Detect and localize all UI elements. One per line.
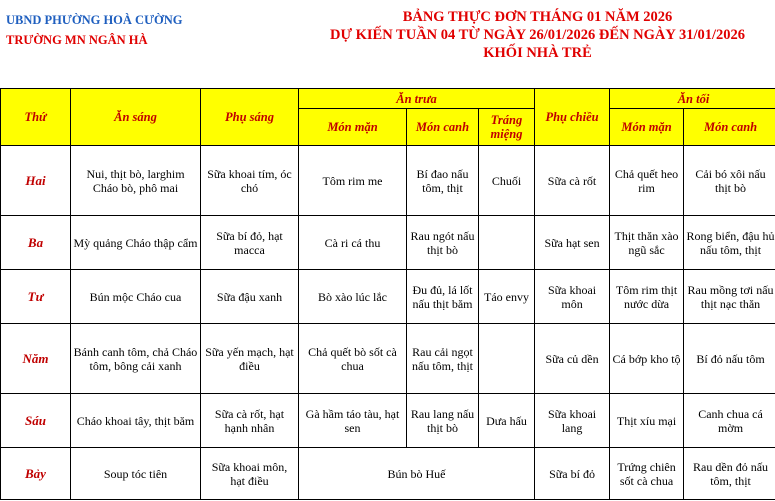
- day-cell: Hai: [1, 146, 71, 216]
- header-breakfast: Ăn sáng: [71, 89, 201, 146]
- breakfast-cell: Soup tóc tiên: [71, 448, 201, 500]
- menu-title: BẢNG THỰC ĐƠN THÁNG 01 NĂM 2026: [402, 9, 673, 25]
- menu-title-block: [300, 8, 775, 62]
- morning-snack-cell: Sữa khoai tím, óc chó: [201, 146, 299, 216]
- lunch-merged-cell: Bún bò Huế: [299, 448, 535, 500]
- morning-snack-cell: Sữa khoai môn, hạt điều: [201, 448, 299, 500]
- lunch-salty-cell: Bò xào lúc lắc: [299, 270, 407, 324]
- dinner-salty-cell: Thịt xíu mại: [610, 394, 684, 448]
- day-cell: Sáu: [1, 394, 71, 448]
- dinner-soup-cell: Bí đỏ nấu tôm: [684, 324, 775, 394]
- dinner-salty-cell: Tôm rim thịt nước dừa: [610, 270, 684, 324]
- menu-group: KHỐI NHÀ TRẺ: [483, 45, 592, 61]
- afternoon-snack-cell: Sữa cà rốt: [535, 146, 610, 216]
- table-row: [1, 448, 775, 500]
- header-lunch-salty: Món mặn: [299, 109, 407, 146]
- dinner-soup-cell: Rong biển, đậu hủ nấu tôm, thịt: [684, 216, 775, 270]
- lunch-dessert-cell: Táo envy: [479, 270, 535, 324]
- header-lunch-dessert: Tráng miệng: [479, 109, 535, 146]
- afternoon-snack-cell: Sữa khoai môn: [535, 270, 610, 324]
- menu-week-range: DỰ KIẾN TUẦN 04 TỪ NGÀY 26/01/2026 ĐẾN NGÀY 31/01/2026: [329, 27, 745, 43]
- lunch-dessert-cell: Dưa hấu: [479, 394, 535, 448]
- lunch-salty-cell: Gà hầm táo tàu, hạt sen: [299, 394, 407, 448]
- header-dinner-soup: Món canh: [684, 109, 775, 146]
- breakfast-cell: Cháo khoai tây, thịt băm: [71, 394, 201, 448]
- breakfast-cell: Bún mộc Cháo cua: [71, 270, 201, 324]
- dinner-soup-cell: Rau mồng tơi nấu thịt nạc thăn: [684, 270, 775, 324]
- header-day: Thứ: [1, 89, 71, 146]
- morning-snack-cell: Sữa bí đỏ, hạt macca: [201, 216, 299, 270]
- lunch-dessert-cell: [479, 324, 535, 394]
- header-lunch-soup: Món canh: [407, 109, 479, 146]
- day-cell: Ba: [1, 216, 71, 270]
- header-morning-snack: Phụ sáng: [201, 89, 299, 146]
- header-afternoon-snack: Phụ chiều: [535, 89, 610, 146]
- header-lunch: Ăn trưa: [299, 89, 535, 109]
- header-dinner: Ăn tối: [610, 89, 775, 109]
- breakfast-cell: Bánh canh tôm, chả Cháo tôm, bông cải xanh: [71, 324, 201, 394]
- table-row: [1, 216, 775, 270]
- school-name: TRƯỜNG MN NGÂN HÀ: [6, 33, 148, 47]
- lunch-soup-cell: Rau lang nấu thịt bò: [407, 394, 479, 448]
- lunch-soup-cell: Rau ngót nấu thịt bò: [407, 216, 479, 270]
- afternoon-snack-cell: Sữa khoai lang: [535, 394, 610, 448]
- morning-snack-cell: Sữa yến mạch, hạt điều: [201, 324, 299, 394]
- dinner-salty-cell: Chả quết heo rim: [610, 146, 684, 216]
- table-row: [1, 394, 775, 448]
- school-header: [6, 10, 236, 50]
- day-cell: Tư: [1, 270, 71, 324]
- table-row: [1, 270, 775, 324]
- dinner-salty-cell: Thịt thăn xào ngũ sắc: [610, 216, 684, 270]
- lunch-salty-cell: Tôm rim me: [299, 146, 407, 216]
- dinner-soup-cell: Cải bó xôi nấu thịt bò: [684, 146, 775, 216]
- afternoon-snack-cell: Sữa hạt sen: [535, 216, 610, 270]
- morning-snack-cell: Sữa đậu xanh: [201, 270, 299, 324]
- lunch-dessert-cell: [479, 216, 535, 270]
- lunch-salty-cell: Chả quết bò sốt cà chua: [299, 324, 407, 394]
- lunch-salty-cell: Cà ri cá thu: [299, 216, 407, 270]
- lunch-soup-cell: Rau cải ngọt nấu tôm, thịt: [407, 324, 479, 394]
- table-row: [1, 146, 775, 216]
- dinner-salty-cell: Cá bớp kho tộ: [610, 324, 684, 394]
- dinner-soup-cell: Canh chua cá mờm: [684, 394, 775, 448]
- weekly-menu-table: [0, 88, 775, 500]
- lunch-dessert-cell: Chuối: [479, 146, 535, 216]
- lunch-soup-cell: Bí đao nấu tôm, thịt: [407, 146, 479, 216]
- breakfast-cell: Mỳ quảng Cháo thập cẩm: [71, 216, 201, 270]
- morning-snack-cell: Sữa cà rốt, hạt hạnh nhân: [201, 394, 299, 448]
- afternoon-snack-cell: Sữa củ dền: [535, 324, 610, 394]
- header-dinner-salty: Món mặn: [610, 109, 684, 146]
- district-name: UBND PHƯỜNG HOÀ CƯỜNG: [6, 13, 183, 27]
- table-row: [1, 324, 775, 394]
- dinner-soup-cell: Rau dền đỏ nấu tôm, thịt: [684, 448, 775, 500]
- day-cell: Bảy: [1, 448, 71, 500]
- lunch-soup-cell: Đu đủ, lá lốt nấu thịt băm: [407, 270, 479, 324]
- afternoon-snack-cell: Sữa bí đỏ: [535, 448, 610, 500]
- dinner-salty-cell: Trứng chiên sốt cà chua: [610, 448, 684, 500]
- breakfast-cell: Nui, thịt bò, larghim Cháo bò, phô mai: [71, 146, 201, 216]
- day-cell: Năm: [1, 324, 71, 394]
